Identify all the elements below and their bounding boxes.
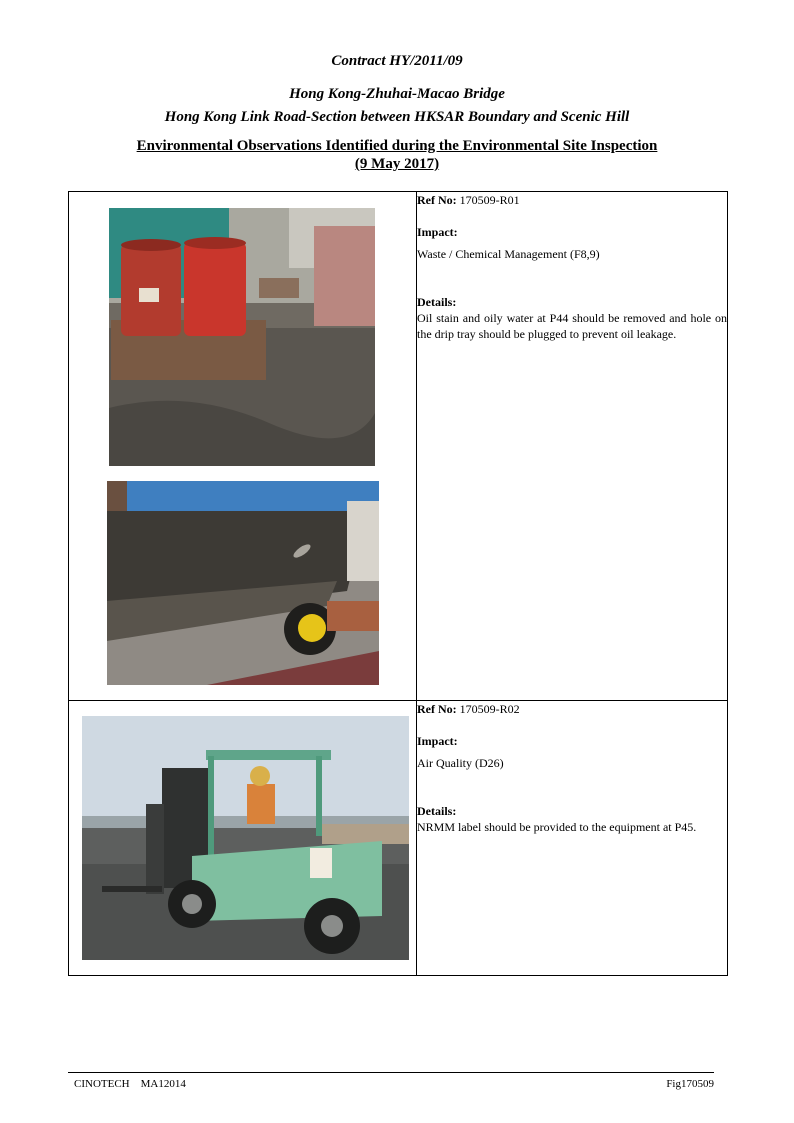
impact-value: Air Quality (D26): [417, 756, 504, 770]
ref-label: Ref No:: [417, 193, 457, 207]
photo-cell-1: [69, 192, 417, 701]
observations-table: [68, 191, 728, 976]
oil-drums-photo: [109, 208, 375, 466]
contract-title: Contract HY/2011/09: [331, 53, 463, 69]
details-value: NRMM label should be provided to the equipment at P45.: [417, 820, 697, 834]
observation-row-1: [69, 192, 728, 701]
observation-text-1: [417, 192, 728, 701]
ref-label: Ref No:: [417, 702, 457, 716]
details-value: Oil stain and oily water at P44 should be removed and hole on the drip tray should be plugged to prevent oil leakage.: [417, 311, 727, 341]
impact-label: Impact:: [417, 225, 458, 239]
report-heading-line1: Environmental Observations Identified during the Environmental Site Inspection: [136, 138, 658, 154]
project-title-line1: Hong Kong-Zhuhai-Macao Bridge: [289, 86, 505, 102]
drip-tray-photo: [107, 481, 379, 685]
details-label: Details:: [417, 295, 457, 309]
impact-value: Waste / Chemical Management (F8,9): [417, 247, 600, 261]
footer-right: Fig170509: [666, 1078, 714, 1090]
footer-divider: [68, 1072, 714, 1073]
impact-label: Impact:: [417, 734, 458, 748]
photo-cell-2: [69, 701, 417, 976]
ref-value: 170509-R01: [459, 193, 520, 207]
project-title-line2: Hong Kong Link Road-Section between HKSAR Boundary and Scenic Hill: [164, 109, 630, 125]
details-label: Details:: [417, 804, 457, 818]
ref-value: 170509-R02: [459, 702, 520, 716]
observation-text-2: [417, 701, 728, 976]
forklift-photo: [82, 716, 409, 960]
observation-row-2: [69, 701, 728, 976]
footer-left: CINOTECH MA12014: [74, 1078, 186, 1090]
report-heading-line2: (9 May 2017): [354, 156, 440, 172]
